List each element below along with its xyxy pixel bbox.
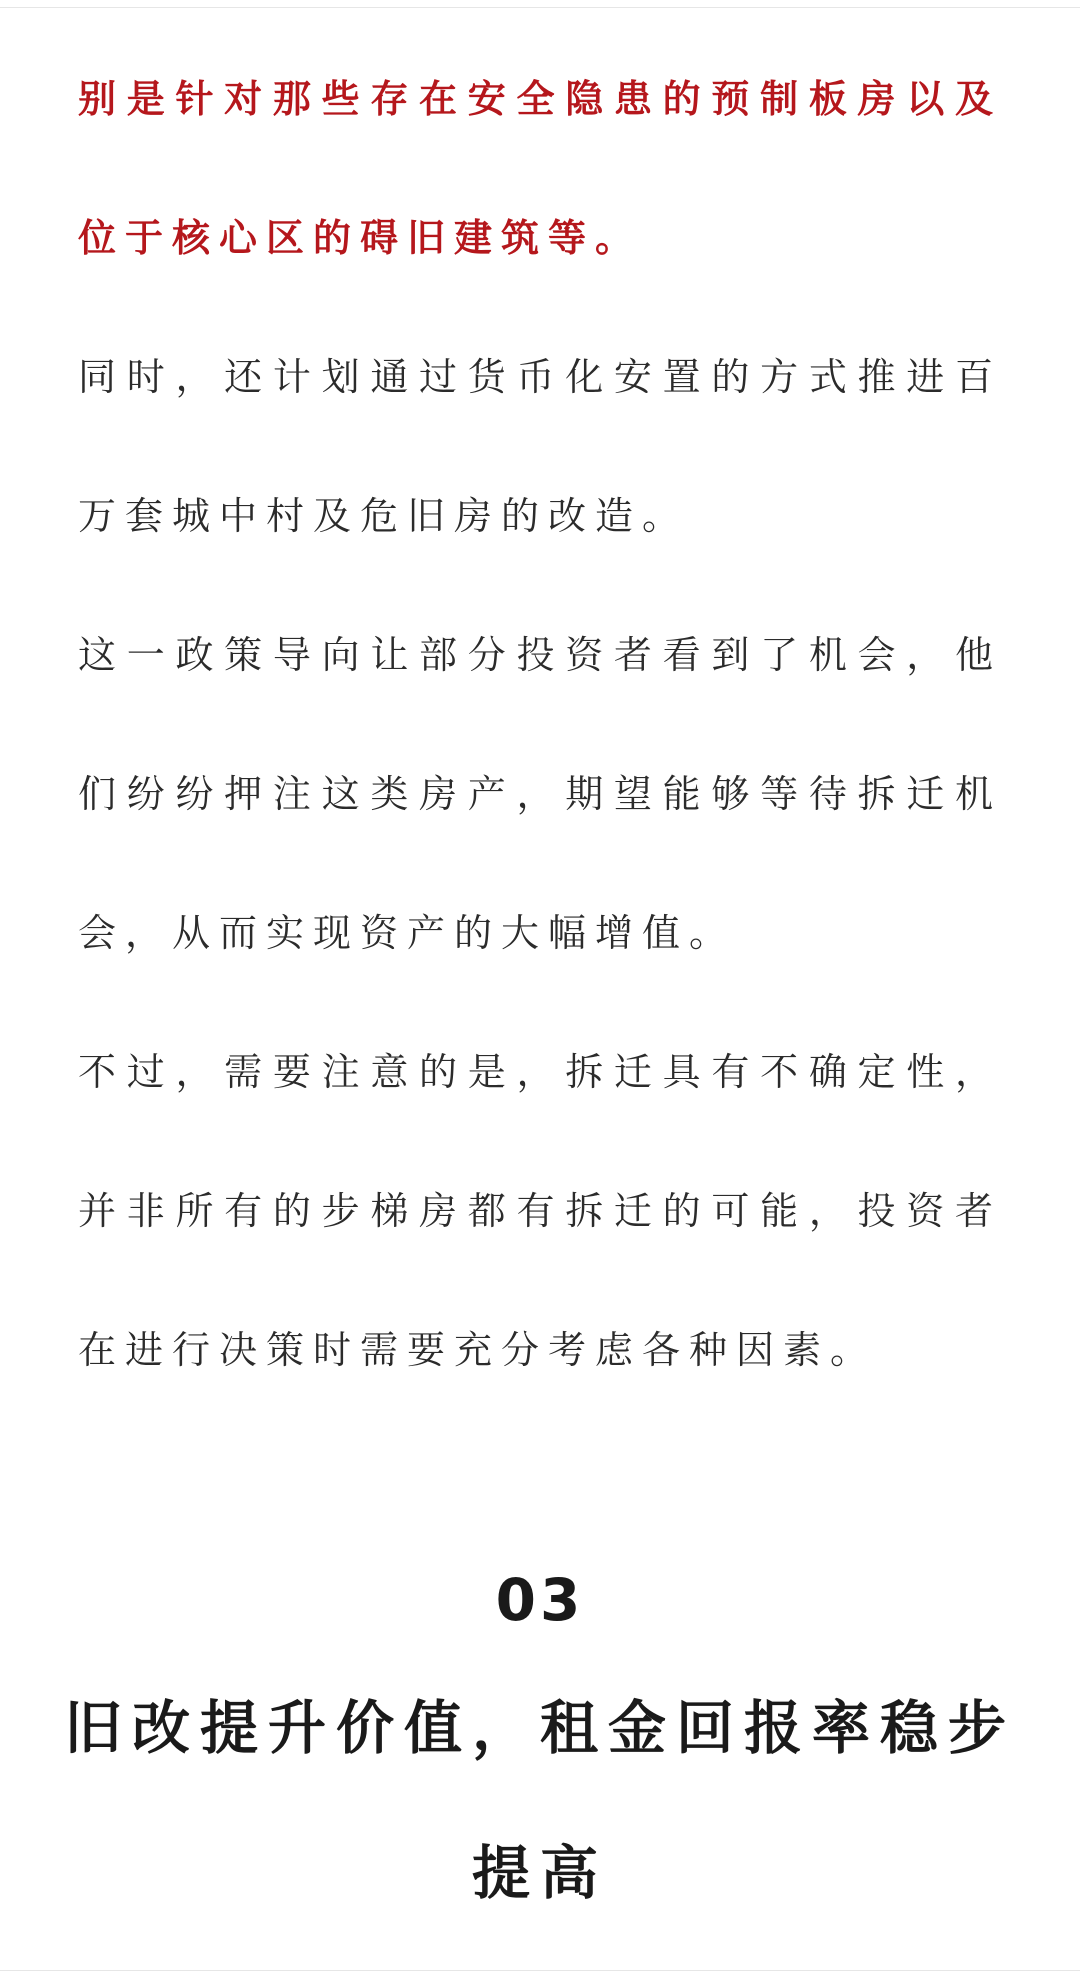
paragraph-relocation-plan: 同时，还计划通过货币化安置的方式推进百万套城中村及危旧房的改造。 <box>78 355 1002 538</box>
paragraph-uncertainty-warning: 不过，需要注意的是，拆迁具有不确定性，并非所有的步梯房都有拆迁的可能，投资者在进行决策时需要充分考虑各种因素。 <box>78 1050 1002 1372</box>
section-heading <box>60 1550 1020 1946</box>
section-title: 旧改提升价值，租金回报率稳步提高 <box>63 1694 1016 1907</box>
paragraph-investor-opportunity: 这一政策导向让部分投资者看到了机会，他们纷纷押注这类房产，期望能够等待拆迁机会，从而实现资产的大幅增值。 <box>78 633 1002 955</box>
bottom-divider <box>0 1970 1080 1971</box>
section-number: 03 <box>495 1566 585 1634</box>
top-divider <box>0 7 1080 8</box>
article-body <box>78 30 1002 1420</box>
highlighted-paragraph: 别是针对那些存在安全隐患的预制板房以及位于核心区的碍旧建筑等。 <box>78 77 1002 260</box>
